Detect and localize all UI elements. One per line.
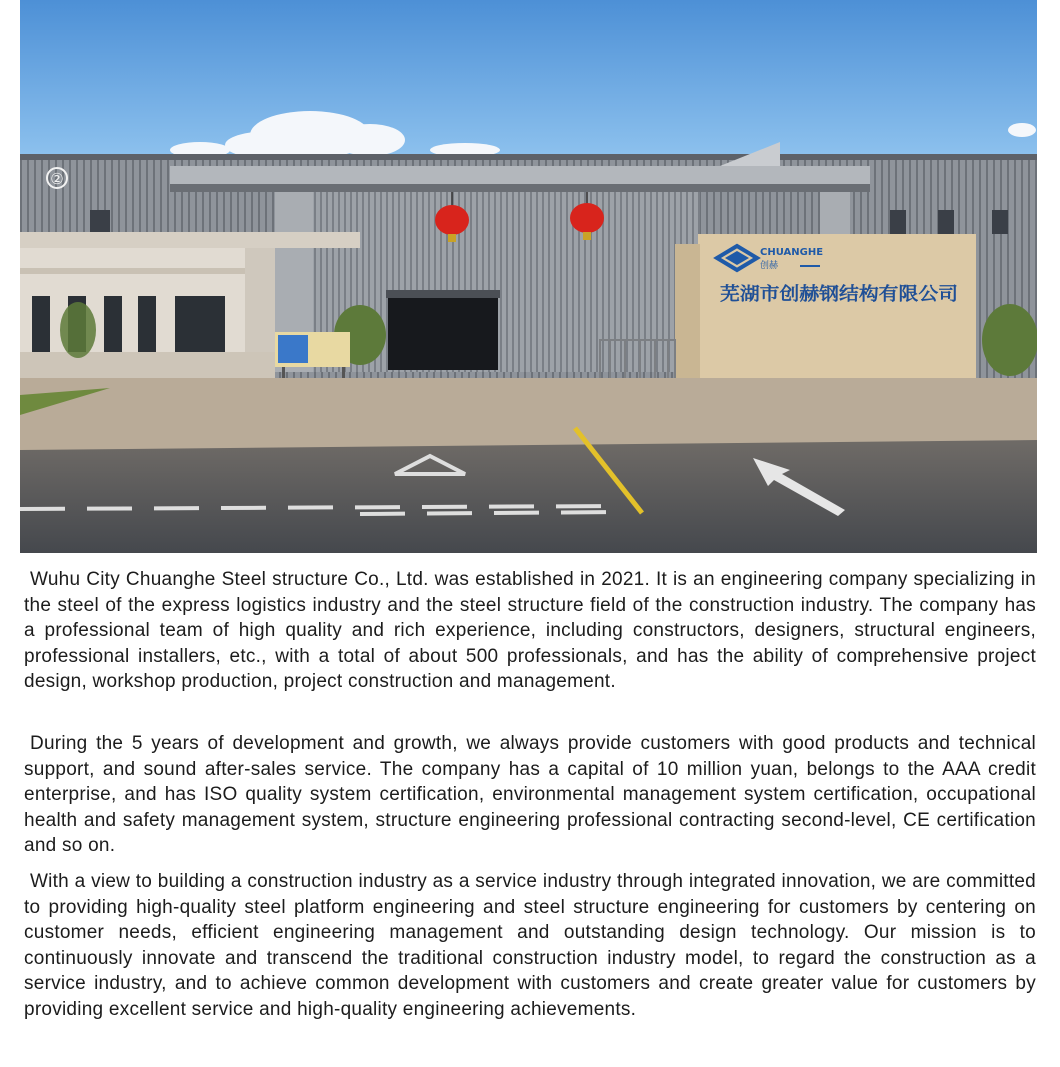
- paragraph-mission: With a view to building a construction industry as a service industry through integrated innovation, we are committed to providing high-quality steel platform engineering and steel structure engineering for customers by centering on customer needs, efficient engineering management and outstanding design technology. Our mission is to continuously innovate and transcend the traditional construction industry model, to regard the construction as a service industry, and to achieve common development with customers and create greater value for customers by providing excellent service and high-quality engineering achievements.: [24, 871, 1036, 1020]
- warehouse-doorway: [388, 295, 498, 370]
- sign-company-name: 芜湖市创赫钢结构有限公司: [720, 284, 936, 305]
- factory-photo: [20, 0, 1037, 553]
- building-number: ②: [50, 170, 64, 188]
- sky: [20, 0, 1037, 160]
- yard-pavement: [20, 378, 1037, 450]
- gate-canopy: [170, 166, 870, 184]
- paragraph-intro: Wuhu City Chuanghe Steel structure Co., Ltd. was established in 2021. It is an engineering company specializing in the steel of the express logistics industry and the steel structure field of the construction industry. The company has a professional team of high quality and rich experience, including constructors, designers, structural engineers, professional installers, etc., with a total of about 500 professionals, and has the ability of comprehensive project design, workshop production, project construction and management.: [24, 569, 1036, 693]
- sign-logo-cn: 创赫: [760, 261, 779, 271]
- company-sign-wall: [675, 234, 976, 382]
- sign-logo-text: CHUANGHE: [760, 247, 824, 258]
- paragraph-development: During the 5 years of development and growth, we always provide customers with good products and technical support, and sound after-sales service. The company has a capital of 10 million yuan, belongs to the AAA credit enterprise, and has ISO quality system certification, environmental management system certification, occupational health and safety management system, structure engineering professional contracting second-level, CE certification and so on.: [24, 733, 1036, 857]
